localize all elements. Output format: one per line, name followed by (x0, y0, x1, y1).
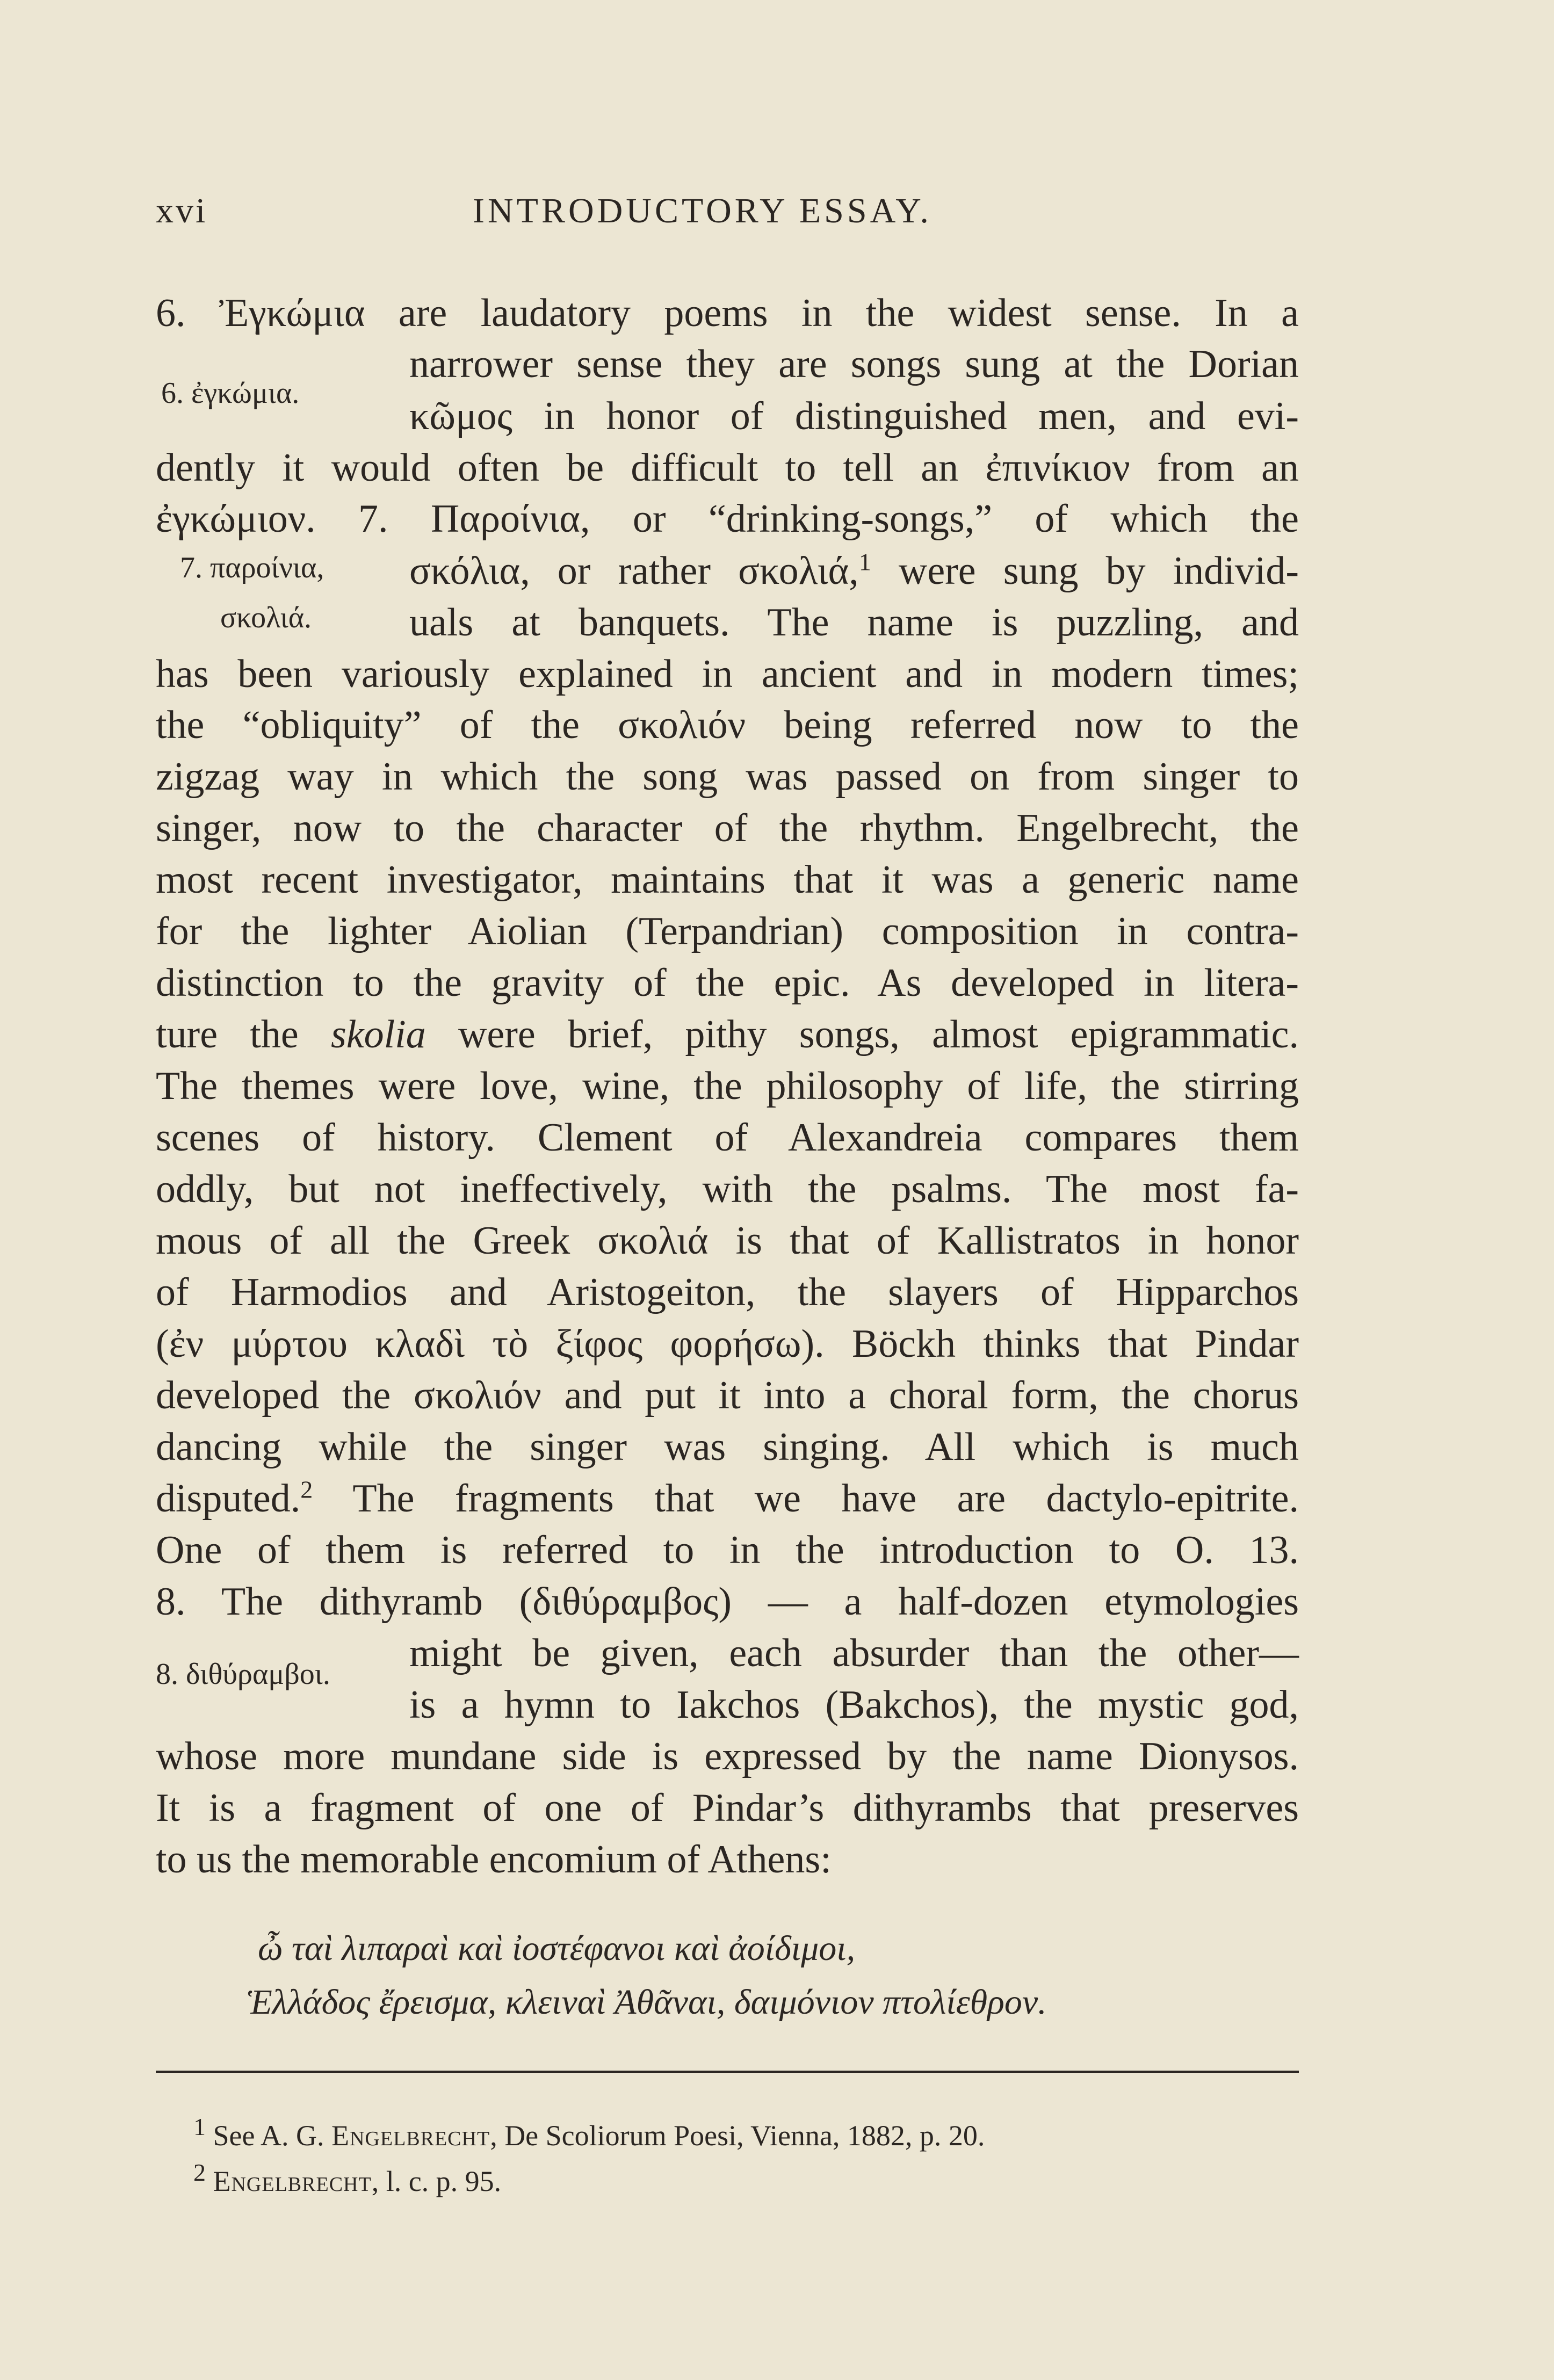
text-line: It is a fragment of one of Pindar’s dithyrambs that preserves (156, 1786, 1299, 1830)
text-line (409, 545, 1299, 597)
text-line (156, 1473, 1299, 1524)
text-line: dancing while the singer was singing. All which is much (156, 1425, 1299, 1469)
text-line: zigzag way in which the song was passed on from singer to (156, 755, 1299, 799)
text-line: κῶμος in honor of distinguished men, and evi- (409, 394, 1299, 438)
footnote-ref: 1 (858, 548, 871, 576)
footnote-rule (156, 2071, 1299, 2073)
text-line: (ἐν μύρτου κλαδὶ τὸ ξίφος φορήσω). Böckh thinks that Pindar (156, 1322, 1299, 1366)
text-line: to us the memorable encomium of Athens: (156, 1838, 832, 1882)
page-number: xvi (156, 191, 208, 230)
text-line: most recent investigator, maintains that it was a generic name (156, 858, 1299, 902)
skolia-greek: σκόλια, or rather σκολιά, (409, 549, 859, 593)
running-title: INTRODUCTORY ESSAY. (473, 191, 932, 230)
margin-note-skolia: σκολιά. (220, 601, 312, 634)
footnote-ref: 2 (300, 1475, 313, 1503)
text-line: The themes were love, wine, the philosophy of life, the stirring (156, 1064, 1299, 1108)
text-line: 8. The dithyramb (διθύραμβος) — a half-dozen etymologies (156, 1580, 1299, 1624)
text-fragment: The fragments that we have are dactylo-epitrite. (313, 1477, 1299, 1521)
text-fragment: See A. G. (206, 2119, 331, 2152)
text-fragment: were brief, pithy songs, almost epigrammatic. (425, 1012, 1299, 1057)
text-line (156, 1009, 1299, 1060)
text-line: narrower sense they are songs sung at the Dorian (409, 342, 1299, 386)
text-fragment: were sung by individ- (871, 549, 1299, 593)
text-line: of Harmodios and Aristogeiton, the slayers of Hipparchos (156, 1270, 1299, 1314)
text-line: for the lighter Aiolian (Terpandrian) composition in contra- (156, 909, 1299, 953)
footnote-2 (193, 2159, 502, 2198)
text-line: mous of all the Greek σκολιά is that of Kallistratos in honor (156, 1219, 1299, 1263)
text-line: has been variously explained in ancient and in modern times; (156, 652, 1299, 696)
text-line: the “obliquity” of the σκολιόν being referred now to the (156, 703, 1299, 747)
text-line: ἐγκώμιον. 7. Παροίνια, or “drinking-songs,” of which the (156, 497, 1299, 541)
margin-note-dithyramboi: 8. διθύραμβοι. (156, 1658, 330, 1691)
verse-line: ὦ ταὶ λιπαραὶ καὶ ἰοστέφανοι καὶ ἀοίδιμοι, (258, 1929, 856, 1968)
text-line: 6. Ἐγκώμια are laudatory poems in the widest sense. In a (156, 291, 1299, 335)
text-line: uals at banquets. The name is puzzling, and (409, 601, 1299, 645)
text-line: One of them is referred to in the introduction to O. 13. (156, 1528, 1299, 1572)
footnote-1 (193, 2113, 985, 2152)
author-name: Engelbrecht (331, 2119, 490, 2152)
author-name: Engelbrecht (213, 2165, 372, 2197)
text-line: developed the σκολιόν and put it into a choral form, the chorus (156, 1373, 1299, 1417)
margin-note-paroinia: 7. παροίνια, (180, 551, 324, 584)
text-line: might be given, each absurder than the other— (409, 1631, 1299, 1675)
text-line: dently it would often be difficult to tell an ἐπινίκιον from an (156, 446, 1299, 490)
text-line: scenes of history. Clement of Alexandreia compares them (156, 1116, 1299, 1160)
skolia-italic: skolia (330, 1012, 426, 1057)
text-line: whose more mundane side is expressed by the name Dionysos. (156, 1734, 1299, 1778)
verse-line: Ἑλλάδος ἔρεισμα, κλειναὶ Ἀθᾶναι, δαιμόνιον πτολίεθρον. (247, 1983, 1047, 2022)
text-fragment: ture the (156, 1012, 331, 1057)
margin-note-enkomia: 6. ἐγκώμια. (161, 377, 300, 410)
footnote-marker: 1 (193, 2113, 206, 2140)
text-fragment: , l. c. p. 95. (371, 2165, 502, 2197)
text-line: singer, now to the character of the rhythm. Engelbrecht, the (156, 806, 1299, 850)
text-line: distinction to the gravity of the epic. As developed in litera- (156, 961, 1299, 1005)
footnote-marker: 2 (193, 2159, 206, 2186)
text-fragment: disputed. (156, 1477, 301, 1521)
text-fragment: , De Scoliorum Poesi, Vienna, 1882, p. 20. (490, 2119, 985, 2152)
text-line: oddly, but not ineffectively, with the psalms. The most fa- (156, 1167, 1299, 1211)
text-line: is a hymn to Iakchos (Bakchos), the mystic god, (409, 1683, 1299, 1727)
